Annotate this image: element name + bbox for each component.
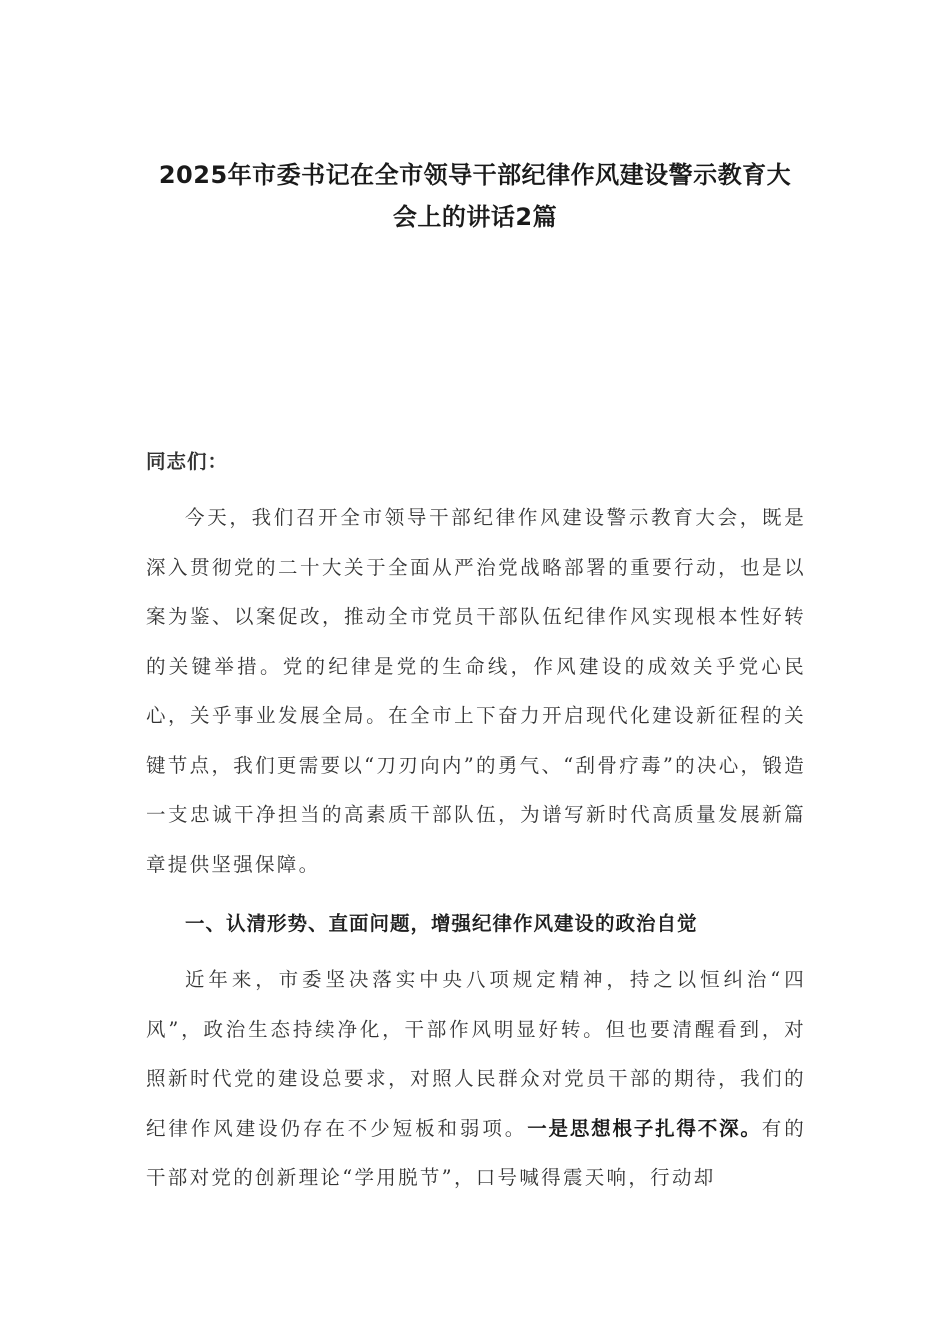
paragraph-situation-text: 近年来，市委坚决落实中央八项规定精神，持之以恒纠治“四风”，政治生态持续净化，干部作风明显好转。但也要清醒看到，对照新时代党的建设总要求，对照人民群众对党员干部的期待，我们的纪律作风建设仍存在不少短板和弱项。 xyxy=(146,968,806,1140)
paragraph-situation xyxy=(146,955,806,1203)
section-heading-1: 一、认清形势、直面问题，增强纪律作风建设的政治自觉 xyxy=(185,912,698,935)
paragraph-intro: 今天，我们召开全市领导干部纪律作风建设警示教育大会，既是深入贯彻党的二十大关于全面从严治党战略部署的重要行动，也是以案为鉴、以案促改，推动全市党员干部队伍纪律作风实现根本性好转的关键举措。党的纪律是党的生命线，作风建设的成效关乎党心民心，关乎事业发展全局。在全市上下奋力开启现代化建设新征程的关键节点，我们更需要以“刀刃向内”的勇气、“刮骨疗毒”的决心，锻造一支忠诚干净担当的高素质干部队伍，为谱写新时代高质量发展新篇章提供坚强保障。 xyxy=(146,506,806,876)
paragraph-situation-continuation: 有的干部对党的创新理论“学用脱节”，口号喊得震天响，行动却 xyxy=(146,1116,806,1189)
title-line-2: 会上的讲话2篇 xyxy=(392,203,558,231)
title-line-1: 2025年市委书记在全市领导干部纪律作风建设警示教育大 xyxy=(158,161,792,189)
salutation: 同志们： xyxy=(146,450,229,473)
paragraph-situation-emphasis: 一是思想根子扎得不深。 xyxy=(527,1116,762,1140)
document-title xyxy=(140,154,810,238)
